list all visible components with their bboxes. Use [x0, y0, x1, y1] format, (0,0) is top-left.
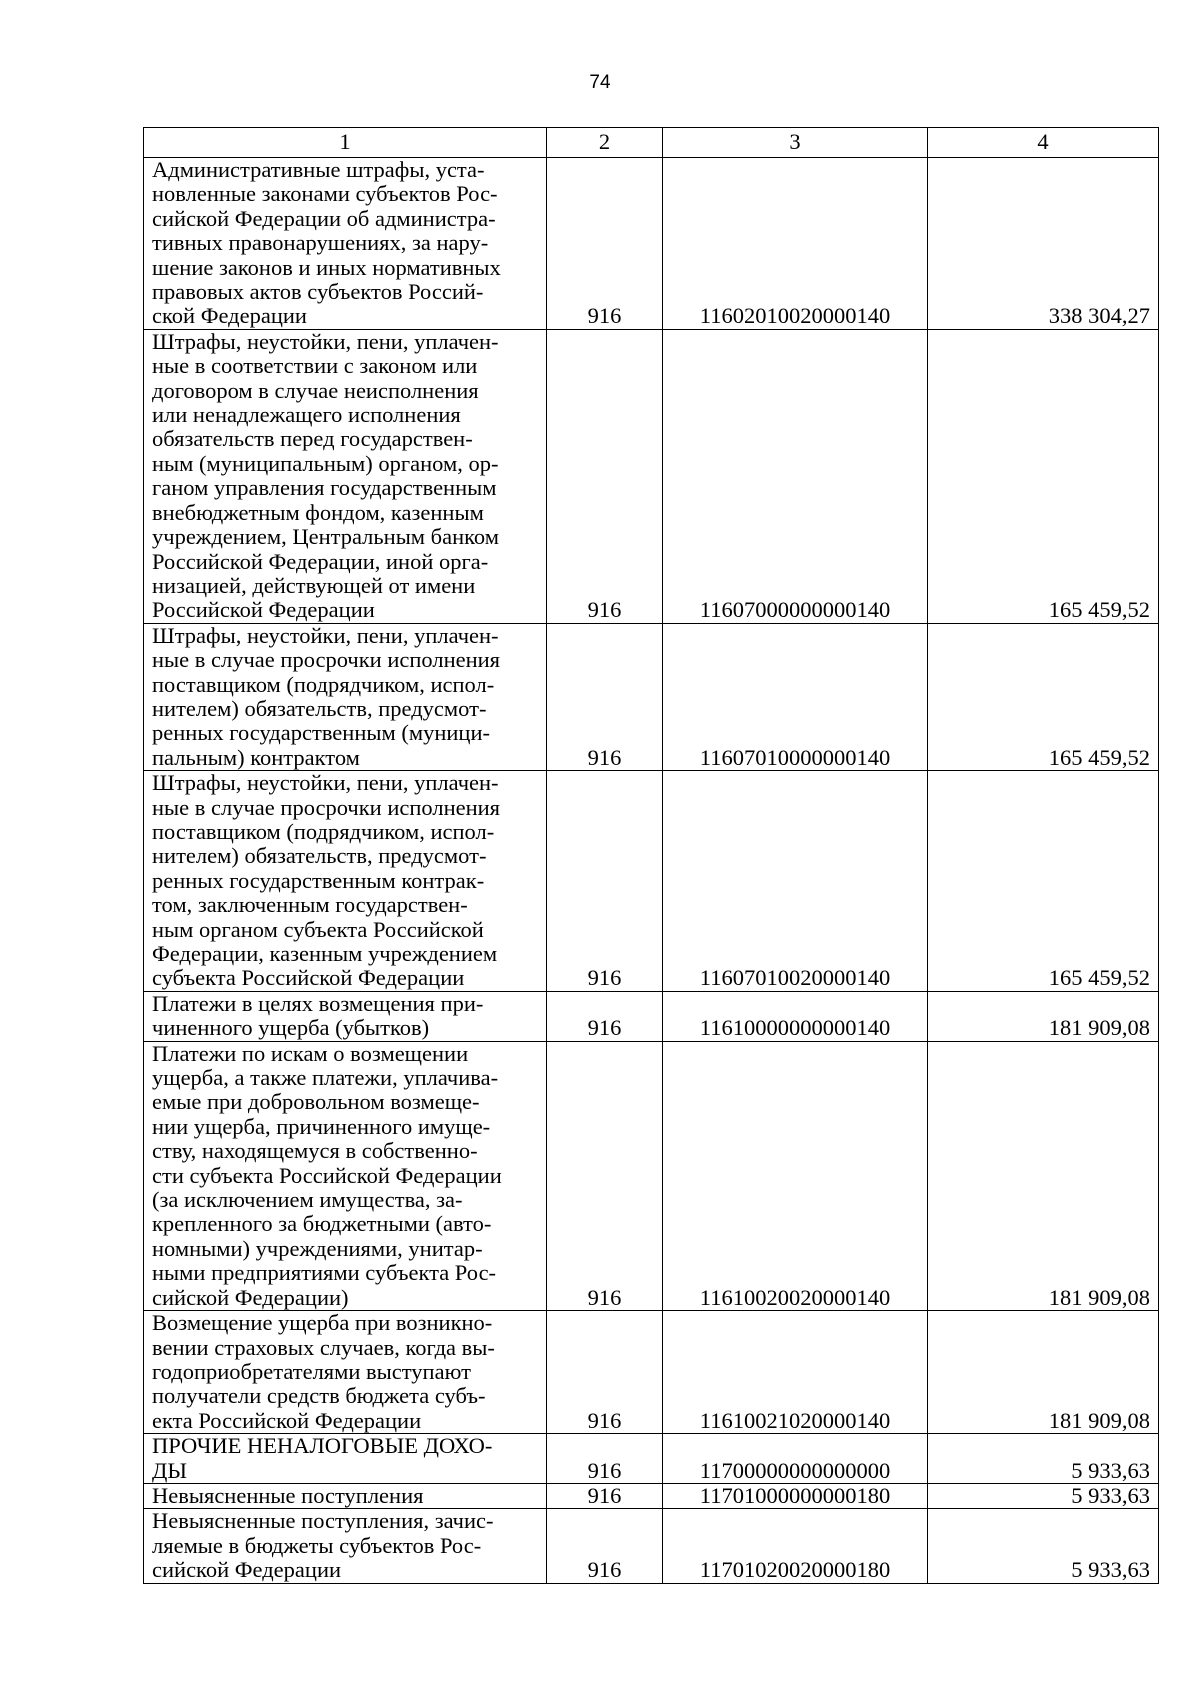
description-line: ренных государственным контрак- — [152, 867, 485, 893]
description-line: ской Федерации — [152, 303, 307, 329]
row-administrator-code: 916 — [547, 623, 663, 770]
table-row — [144, 329, 1159, 623]
description-line: Федерации, казенным учреждением — [152, 941, 498, 966]
description-line: сийской Федерации — [152, 1557, 342, 1583]
description-line: поставщиком (подрядчиком, испол- — [152, 818, 495, 844]
row-administrator-code: 916 — [547, 1311, 663, 1434]
row-administrator-code: 916 — [547, 991, 663, 1041]
description-line: новленные законами субъектов Рос- — [152, 181, 498, 207]
description-line: Возмещение ущерба при возникно- — [152, 1310, 493, 1336]
description-line: крепленного за бюджетными (авто- — [152, 1211, 492, 1237]
description-line: Штрафы, неустойки, пени, уплачен- — [152, 622, 499, 648]
description-line: годоприобретателями выступают — [152, 1358, 471, 1384]
row-description — [144, 1041, 547, 1310]
description-line: номными) учреждениями, унитар- — [152, 1235, 483, 1261]
description-line: (за исключением имущества, за- — [152, 1187, 463, 1213]
row-amount: 5 933,63 — [928, 1434, 1159, 1484]
table-row — [144, 1483, 1159, 1508]
description-line: чиненного ущерба (убытков) — [152, 1015, 430, 1041]
row-budget-classification-code: 11701000000000180 — [663, 1483, 928, 1508]
description-line: сийской Федерации об администра- — [152, 205, 496, 231]
row-administrator-code: 916 — [547, 771, 663, 992]
row-budget-classification-code: 11610000000000140 — [663, 991, 928, 1041]
page-number: 74 — [589, 72, 611, 93]
description-line: екта Российской Федерации — [152, 1407, 422, 1433]
row-description — [144, 1509, 547, 1583]
description-line: ные в случае просрочки исполнения — [152, 647, 501, 673]
row-description — [144, 991, 547, 1041]
table-row — [144, 991, 1159, 1041]
table-row — [144, 1041, 1159, 1310]
row-amount: 181 909,08 — [928, 1041, 1159, 1310]
row-administrator-code: 916 — [547, 1434, 663, 1484]
description-line: ганом управления государственным — [152, 475, 497, 501]
description-line: ным органом субъекта Российской — [152, 916, 484, 942]
description-line: нителем) обязательств, предусмот- — [152, 695, 487, 721]
description-line: сти субъекта Российской Федерации — [152, 1162, 502, 1188]
row-description — [144, 1311, 547, 1434]
description-line: правовых актов субъектов Россий- — [152, 279, 484, 305]
row-administrator-code: 916 — [547, 329, 663, 623]
row-description — [144, 623, 547, 770]
description-line: сийской Федерации) — [152, 1284, 349, 1310]
description-line: Штрафы, неустойки, пени, уплачен- — [152, 770, 499, 796]
table-row — [144, 771, 1159, 992]
row-amount: 165 459,52 — [928, 329, 1159, 623]
description-line: Платежи по искам о возмещении — [152, 1040, 469, 1066]
description-line: емые при добровольном возмеще- — [152, 1089, 480, 1115]
description-line: субъекта Российской Федерации — [152, 965, 465, 991]
row-amount: 181 909,08 — [928, 991, 1159, 1041]
description-line: ные в соответствии с законом или — [152, 353, 478, 379]
revenue-table — [143, 127, 1159, 1584]
table-body — [144, 158, 1159, 1584]
description-line: ляемые в бюджеты субъектов Рос- — [152, 1532, 482, 1558]
description-line: ПРОЧИЕ НЕНАЛОГОВЫЕ ДОХО- — [152, 1433, 493, 1459]
row-budget-classification-code: 11610020020000140 — [663, 1041, 928, 1310]
description-line: вении страховых случаев, когда вы- — [152, 1334, 495, 1360]
row-description — [144, 158, 547, 330]
row-amount: 338 304,27 — [928, 158, 1159, 330]
description-line: получатели средств бюджета субъ- — [152, 1383, 486, 1409]
description-line: том, заключенным государствен- — [152, 892, 468, 918]
row-budget-classification-code: 11607000000000140 — [663, 329, 928, 623]
row-description — [144, 1434, 547, 1484]
description-line: поставщиком (подрядчиком, испол- — [152, 671, 495, 697]
table-row — [144, 158, 1159, 330]
table-row — [144, 1434, 1159, 1484]
description-line: Платежи в целях возмещения при- — [152, 990, 484, 1016]
description-line: учреждением, Центральным банком — [152, 524, 499, 550]
row-budget-classification-code: 11607010020000140 — [663, 771, 928, 992]
row-description — [144, 1483, 547, 1508]
description-line: Невыясненные поступления, зачис- — [152, 1508, 494, 1534]
row-amount: 165 459,52 — [928, 771, 1159, 992]
row-budget-classification-code: 11701020020000180 — [663, 1509, 928, 1583]
column-header-1: 1 — [144, 128, 547, 158]
row-administrator-code: 916 — [547, 1509, 663, 1583]
table-header-row — [144, 128, 1159, 158]
row-description — [144, 329, 547, 623]
description-line: низацией, действующей от имени — [152, 572, 476, 598]
row-amount: 181 909,08 — [928, 1311, 1159, 1434]
description-line: внебюджетным фондом, казенным — [152, 499, 484, 525]
column-header-2: 2 — [547, 128, 663, 158]
row-budget-classification-code: 11607010000000140 — [663, 623, 928, 770]
description-line: ущерба, а также платежи, уплачива- — [152, 1065, 499, 1091]
table-row — [144, 1509, 1159, 1583]
description-line: обязательств перед государствен- — [152, 426, 473, 452]
description-line: ренных государственным (муници- — [152, 720, 490, 746]
column-header-4: 4 — [928, 128, 1159, 158]
description-line: договором в случае неисполнения — [152, 377, 479, 403]
description-line: нии ущерба, причиненного имуще- — [152, 1113, 491, 1139]
description-line: Российской Федерации — [152, 597, 375, 623]
row-budget-classification-code: 11602010020000140 — [663, 158, 928, 330]
row-amount: 5 933,63 — [928, 1483, 1159, 1508]
table-row — [144, 1311, 1159, 1434]
description-line: ДЫ — [152, 1457, 187, 1483]
description-line: Невыясненные поступления — [152, 1482, 424, 1508]
row-administrator-code: 916 — [547, 158, 663, 330]
column-header-3: 3 — [663, 128, 928, 158]
table-row — [144, 623, 1159, 770]
row-administrator-code: 916 — [547, 1041, 663, 1310]
description-line: шение законов и иных нормативных — [152, 254, 501, 280]
description-line: пальным) контрактом — [152, 744, 360, 770]
description-line: или ненадлежащего исполнения — [152, 402, 461, 428]
description-line: Российской Федерации, иной орга- — [152, 548, 489, 574]
description-line: Административные штрафы, уста- — [152, 157, 485, 182]
row-administrator-code: 916 — [547, 1483, 663, 1508]
row-budget-classification-code: 11700000000000000 — [663, 1434, 928, 1484]
description-line: тивных правонарушениях, за нару- — [152, 230, 489, 256]
description-line: ным (муниципальным) органом, ор- — [152, 450, 499, 476]
row-budget-classification-code: 11610021020000140 — [663, 1311, 928, 1434]
row-amount: 165 459,52 — [928, 623, 1159, 770]
row-description — [144, 771, 547, 992]
description-line: ными предприятиями субъекта Рос- — [152, 1260, 497, 1286]
description-line: ству, находящемуся в собственно- — [152, 1138, 478, 1164]
description-line: ные в случае просрочки исполнения — [152, 794, 501, 820]
description-line: нителем) обязательств, предусмот- — [152, 843, 487, 869]
row-amount: 5 933,63 — [928, 1509, 1159, 1583]
description-line: Штрафы, неустойки, пени, уплачен- — [152, 328, 499, 354]
